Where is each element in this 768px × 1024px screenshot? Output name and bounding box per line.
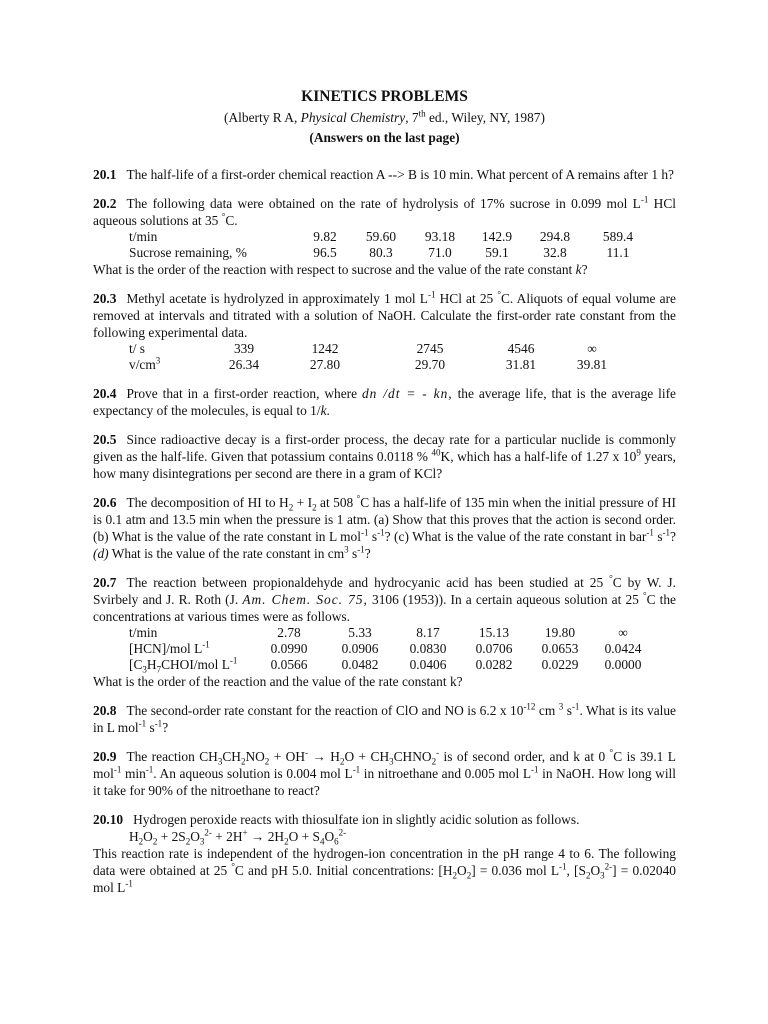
problem-20-8: 20.8 The second-order rate constant for the reaction of ClO and NO is 6.2 x $10^{-12}$ cm $^3$ $s^{-1}$. What is its value in L mol$^{-1}$ $s^{-1}$? — [93, 701, 677, 735]
problem-20-3: 20.3 Methyl acetate is hydrolyzed in approximately 1 mol $L^{-1}$ HCl at 25 °C. Aliquots of equal volume are removed at intervals and titrated with a solution of NaOH. Calculate the first-order rate constant from the following experimental data. t/ s 339 1242 2745 4546 ∞ $v/cm^3$ 26.34 27.80 29.70 31.81 39.81 — [93, 289, 676, 372]
table-cell: 0.0906 — [341, 641, 379, 656]
table-cell: 0.0406 — [409, 657, 447, 672]
table-row — [129, 245, 653, 261]
problem-number: 20.8 — [93, 703, 117, 718]
table-cell: 26.34 — [228, 357, 260, 372]
reaction-equation: $H_2O_2 + 2S_2O_3^{2-} + 2H^+ \to 2H_2O + S_4O_6^{2-}$ — [129, 827, 347, 847]
table-cell: 0.0706 — [475, 641, 513, 656]
problem-number: 20.2 — [93, 196, 117, 211]
problem-question: What is the order of the reaction and the value of the rate constant k? — [93, 674, 463, 689]
table-cell: 29.70 — [414, 357, 446, 372]
problem-number: 20.1 — [93, 167, 117, 182]
table-cell: 0.0282 — [475, 657, 513, 672]
table-row — [129, 641, 655, 657]
problem-question: What is the order of the reaction with respect to sucrose and the value of the rate constant k? — [93, 262, 588, 277]
page-title: KINETICS PROBLEMS — [301, 88, 468, 105]
document-page — [93, 88, 676, 896]
table-cell: 32.8 — [543, 245, 567, 260]
problem-text: This reaction rate is independent of the hydrogen-ion concentration in the pH range 4 to 6. The following data were obtained at 25 °C and pH 5.0. Initial concentrations: $[H_2O_2] = 0.036$ mol $L^{-1}$, $[S_2O_3^{2-}] = 0.02040$ mol $L^{-1}$ — [93, 846, 676, 895]
table-cell: 80.3 — [369, 245, 393, 260]
answers-note: (Answers on the last page) — [309, 130, 460, 145]
table-cell: 294.8 — [539, 229, 571, 244]
table-cell: 5.33 — [348, 625, 372, 640]
problem-number: 20.5 — [93, 432, 117, 447]
table-cell: 9.82 — [313, 229, 337, 244]
sucrose-data-table — [129, 229, 653, 261]
row-label: [HCN]/mol $L^{-1}$ — [129, 639, 210, 656]
table-row — [129, 657, 655, 673]
problem-20-5: 20.5 Since radioactive decay is a first-order process, the decay rate for a particular nuclide is commonly given as the half-life. Given that potassium contains 0.0118 % $^{40}$K, which has a half-life of 1.27 x $10^9$ years, how many disintegrations per second are there in a gram of KCl? — [93, 432, 676, 481]
problem-20-10: 20.10 Hydrogen peroxide reacts with thiosulfate ion in slightly acidic solution as follows. $H_2O_2 + 2S_2O_3^{2-} + 2H^+ \to 2H_2O + S_4O_6^{2-}$ This reaction rate is independent of the hydrogen-ion concentration in the pH range 4 to 6. The following data were obtained at 25 °C and pH 5.0. Initial concentrations: $[H_2O_2] = 0.036$ mol $L^{-1}$, $[S_2O_3^{2-}] = 0.02040$ mol $L^{-1}$ — [93, 812, 676, 895]
table-cell: 15.13 — [478, 625, 510, 640]
table-cell: 19.80 — [544, 625, 576, 640]
table-cell: 1242 — [311, 341, 339, 356]
hcn-data-table — [129, 625, 655, 673]
table-cell: 339 — [233, 341, 255, 356]
problem-number: 20.10 — [93, 812, 124, 827]
equation: dn /dt = - kn, — [361, 386, 453, 401]
row-label: $v/cm^3$ — [129, 355, 161, 372]
table-cell: 96.5 — [313, 245, 337, 260]
problem-number: 20.6 — [93, 495, 117, 510]
table-cell: 71.0 — [428, 245, 452, 260]
table-cell: 589.4 — [602, 229, 634, 244]
table-cell: 31.81 — [505, 357, 537, 372]
table-cell: 0.0566 — [270, 657, 308, 672]
table-cell: 0.0000 — [604, 657, 642, 672]
row-label: t/min — [129, 229, 158, 244]
table-cell: 142.9 — [481, 229, 513, 244]
table-cell: 59.1 — [485, 245, 509, 260]
table-cell: 0.0653 — [541, 641, 579, 656]
problem-20-7: 20.7 The reaction between propionaldehyde and hydrocyanic acid has been studied at 25 °C by W. J. Svirbely and J. R. Roth (J. Am. Chem. Soc. 75, 3106 (1953)). In a certain aqueous solution at 25 °C the concentrations at various times were as follows. t/min 2.78 5.33 8.17 15.13 19.80 ∞ [HCN]/mol $L^{-1}$ 0.0990 0.0906 0.0830 0.0706 0.0653 0.0424 [$C_3H_7CHOI$/mol $L^{-1}$ 0.0566 0.0482 0.0406 0.0282 0.0229 0.0000 What is the order of the reaction and the value of the rate constant k? — [93, 573, 677, 689]
table-cell: 2.78 — [277, 625, 301, 640]
table-row — [129, 357, 631, 373]
problem-number: 20.9 — [93, 749, 117, 764]
row-label: t/ s — [129, 341, 145, 356]
table-cell: 59.60 — [365, 229, 397, 244]
problem-20-9: 20.9 The reaction $CH_3CH_2NO_2 + OH^- \to H_2O$ + $CH_3CHNO_2^-$ is of second order, and k at 0 °C is 39.1 L mol$^{-1}$ $\min^{-1}$. An aqueous solution is 0.004 mol $L^{-1}$ in nitroethane and 0.005 mol $L^{-1}$ in NaOH. How long will it take for 90% of the nitroethane to react? — [93, 747, 676, 798]
methyl-acetate-data-table — [129, 341, 631, 373]
table-cell: 0.0229 — [541, 657, 579, 672]
row-label: t/min — [129, 625, 158, 640]
table-cell: ∞ — [618, 625, 628, 640]
table-cell: 93.18 — [424, 229, 456, 244]
row-label: [$C_3H_7CHOI$/mol $L^{-1}$ — [129, 655, 238, 675]
row-label: Sucrose remaining, % — [129, 245, 247, 260]
problem-20-4: 20.4 Prove that in a first-order reaction, where dn /dt = - kn, the average life, that is the average life expectancy of the molecules, is equal to 1/k. — [93, 386, 676, 418]
table-cell: 27.80 — [309, 357, 341, 372]
arrow-icon: → — [247, 829, 268, 844]
reference-line: (Alberty R A, Physical Chemistry, 7th ed., Wiley, NY, 1987) — [224, 108, 545, 125]
table-cell: 39.81 — [576, 357, 608, 372]
table-cell: 0.0424 — [604, 641, 642, 656]
table-cell: 8.17 — [416, 625, 440, 640]
table-cell: 4546 — [507, 341, 535, 356]
problem-number: 20.4 — [93, 386, 117, 401]
arrow-icon: → — [308, 749, 331, 764]
table-cell: 11.1 — [606, 245, 630, 260]
table-cell: 2745 — [416, 341, 444, 356]
problem-number: 20.3 — [93, 291, 117, 306]
journal-citation: Am. Chem. Soc. 75, — [242, 592, 368, 607]
table-row — [129, 341, 631, 357]
table-row — [129, 229, 653, 245]
problem-text: The half-life of a first-order chemical reaction A --> B is 10 min. What percent of A remains after 1 h? — [126, 167, 674, 182]
table-cell: 0.0990 — [270, 641, 308, 656]
problem-20-1 — [93, 166, 676, 183]
table-cell: 0.0482 — [341, 657, 379, 672]
problem-number: 20.7 — [93, 575, 117, 590]
problem-20-2: 20.2 The following data were obtained on the rate of hydrolysis of 17% sucrose in 0.099 mol $L^{-1}$ HCl aqueous solutions at 35 °C. t/min 9.82 59.60 93.18 142.9 294.8 589.4 Sucrose remaining, % 96.5 80.3 71.0 59.1 32.8 11.1 What is the order of the reaction with respect to sucrose and the value of the rate constant k? — [93, 194, 676, 277]
problem-20-6: 20.6 The decomposition of HI to $H_2 + I_2$ at 508 °C has a half-life of 135 min when the initial pressure of HI is 0.1 atm and 13.5 min when the pressure is 1 atm. (a) Show that this proves that the action is second order. (b) What is the value of the rate constant in L mol$^{-1}$ $s^{-1}$? (c) What is the value of the rate constant in bar$^{-1}$ $s^{-1}$? (d) What is the value of the rate constant in $cm^3$ $s^{-1}$? — [93, 493, 676, 561]
table-cell: ∞ — [587, 341, 597, 356]
table-cell: 0.0830 — [409, 641, 447, 656]
